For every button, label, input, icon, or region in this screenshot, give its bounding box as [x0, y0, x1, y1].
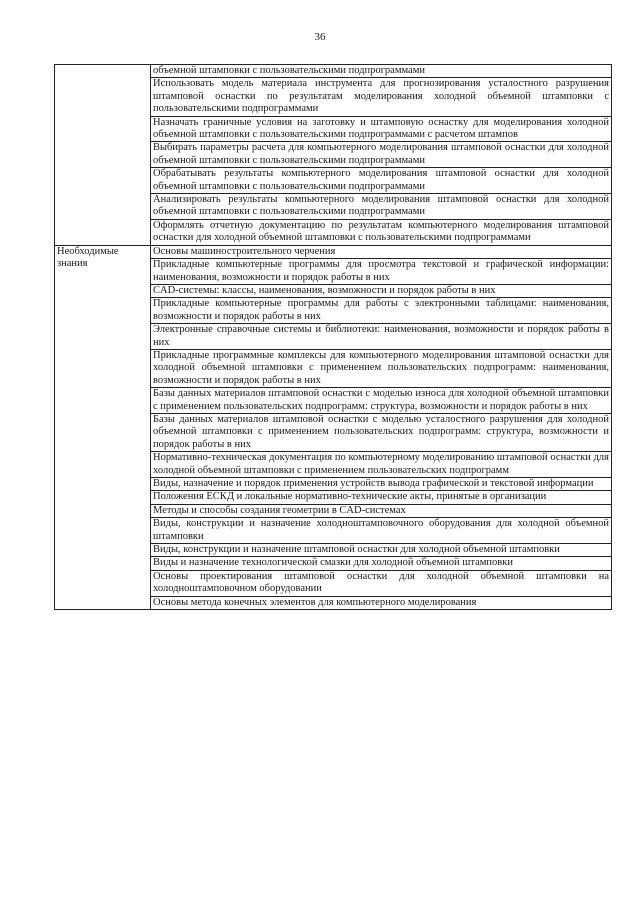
page-number: 36 — [314, 31, 326, 43]
knowledge-item: Базы данных материалов штамповой оснастки с моделью износа для холодной объемной штамповки с применением пользовательских подпрограмм: структура, возможности и порядок работы в них — [151, 388, 612, 414]
knowledge-label: Необходимые знания — [55, 245, 151, 609]
knowledge-item: Виды, конструкции и назначение штамповой оснастки для холодной объемной штамповки — [151, 544, 612, 557]
skills-label-cell — [55, 65, 151, 246]
skill-item: Выбирать параметры расчета для компьютерного моделирования штамповой оснастки для холодной объемной штамповки с пользовательскими подпрограммами — [151, 142, 612, 168]
knowledge-item: Основы машиностроительного черчения — [151, 245, 612, 258]
skill-item: Обрабатывать результаты компьютерного моделирования штамповой оснастки для холодной объемной штамповки с пользовательскими подпрограммами — [151, 168, 612, 194]
knowledge-item: Базы данных материалов штамповой оснастки с моделью усталостного разрушения для холодной объемной штамповки с применением пользовательских подпрограмм: структура, возможности и порядок работы в них — [151, 413, 612, 451]
knowledge-item: Прикладные программные комплексы для компьютерного моделирования штамповой оснастки для холодной объемной штамповки с применением пользовательских подпрограмм: наименования, возможности и порядок работы в них — [151, 349, 612, 387]
knowledge-item: Виды, назначение и порядок применения устройств вывода графической и текстовой информации — [151, 478, 612, 491]
knowledge-item: Положения ЕСКД и локальные нормативно-технические акты, принятые в организации — [151, 491, 612, 504]
skill-item: объемной штамповки с пользовательскими подпрограммами — [151, 65, 612, 78]
knowledge-item: Нормативно-техническая документация по компьютерному моделированию штамповой оснастки для холодной объемной штамповки с применением пользовательских подпрограмм — [151, 452, 612, 478]
skill-item: Анализировать результаты компьютерного моделирования штамповой оснастки для холодной объемной штамповки с пользовательскими подпрограммами — [151, 194, 612, 220]
knowledge-item: Виды и назначение технологической смазки для холодной объемной штамповки — [151, 557, 612, 570]
knowledge-item: CAD-системы: классы, наименования, возможности и порядок работы в них — [151, 284, 612, 297]
knowledge-item: Основы метода конечных элементов для компьютерного моделирования — [151, 596, 612, 609]
knowledge-item: Прикладные компьютерные программы для работы с электронными таблицами: наименования, возможности и порядок работы в них — [151, 298, 612, 324]
requirements-table — [54, 64, 612, 610]
knowledge-item: Основы проектирования штамповой оснастки для холодной объемной штамповки на холодноштамповочном оборудовании — [151, 570, 612, 596]
table-row — [55, 65, 612, 78]
table-row — [55, 245, 612, 258]
skill-item: Назначать граничные условия на заготовку и штамповую оснастку для моделирования холодной объемной штамповки с пользовательскими подпрограммами с расчетом штампов — [151, 116, 612, 142]
knowledge-item: Методы и способы создания геометрии в CAD-системах — [151, 504, 612, 517]
skill-item: Использовать модель материала инструмента для прогнозирования усталостного разрушения штамповой оснастки по результатам моделирования холодной объемной штамповки с пользовательскими подпрограммами — [151, 78, 612, 116]
knowledge-item: Виды, конструкции и назначение холодноштамповочного оборудования для холодной объемной штамповки — [151, 518, 612, 544]
knowledge-item: Электронные справочные системы и библиотеки: наименования, возможности и порядок работы в них — [151, 324, 612, 350]
skill-item: Оформлять отчетную документацию по результатам компьютерного моделирования штамповой оснастки для холодной объемной штамповки с пользовательскими подпрограммами — [151, 219, 612, 245]
knowledge-item: Прикладные компьютерные программы для просмотра текстовой и графической информации: наименования, возможности и порядок работы в них — [151, 259, 612, 285]
